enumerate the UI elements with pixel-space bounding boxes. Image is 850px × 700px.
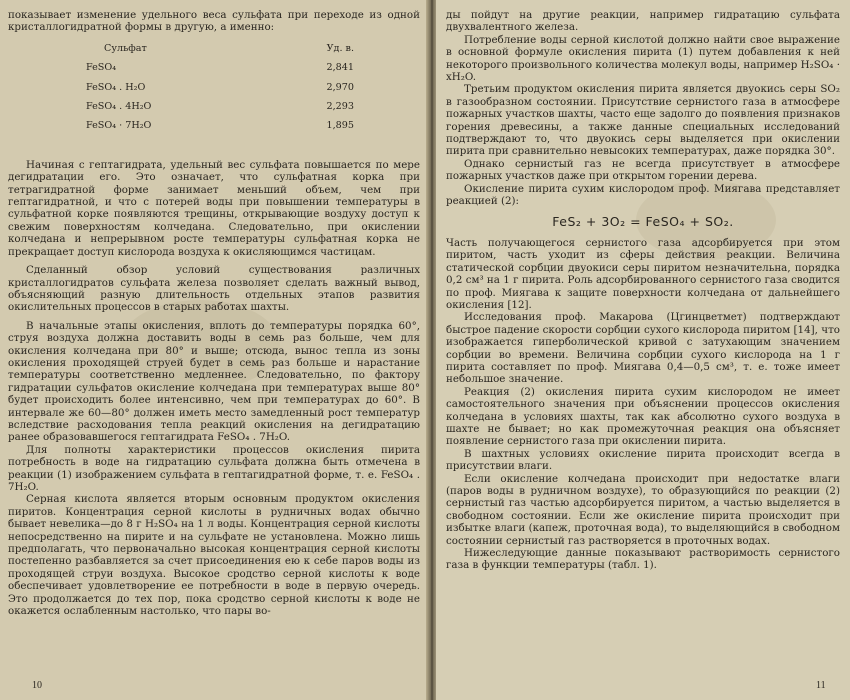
body-paragraph: Сделанный обзор условий существования различных кристаллогидратов сульфата железа позволяет сделать важный вывод, объясняющий разную длительность отдельных этапов развития окислительных процессов в старых работах шахты. [8, 264, 420, 314]
table-row [86, 59, 354, 78]
table-cell-value: 2,970 [326, 81, 354, 93]
body-paragraph: Третьим продуктом окисления пирита является двуокись серы SO₂ в газообразном состоянии. Присутствие сернистого газа в атмосфере пожарных участков шахты, часто еще задолго до появления признаков горения древесины, а также данные специальных исследований подтверждают то, что двуокись серы выделяется при окислении пирита при сравнительно невысоких температурах, даже порядка 30°. [446, 83, 840, 158]
right-page-text [446, 9, 840, 572]
left-page-text [8, 9, 420, 617]
body-paragraph: Нижеследующие данные показывают растворимость сернистого газа в функции температуры (табл. 1). [446, 547, 840, 572]
table-cell-name: FeSO₄ . H₂O [86, 81, 146, 93]
table-cell-name: FeSO₄ · 7H₂O [86, 120, 152, 132]
body-paragraph: Серная кислота является вторым основным продуктом окисления пиритов. Концентрация серной кислоты в рудничных водах обычно бывает невелика—до 8 г H₂SO₄ на 1 л воды. Концентрация серной кислоты непосредственно на пирите и на сульфате не установлена. Можно лишь предполагать, что первоначально высокая концентрация серной кислоты постепенно разбавляется за счет присоединения ею к себе паров воды из проходящей струи воздуха. Высокое сродство серной кислоты к воде обеспечивает удовлетворение ее потребности в воде в первую очередь. Это продолжается до тех пор, пока сродство серной кислоты к воде не окажется ослабленным настолько, что пары во- [8, 493, 420, 618]
specific-gravity-table [86, 40, 354, 137]
body-paragraph: Потребление воды серной кислотой должно найти свое выражение в основной формуле окисления пирита (1) путем добавления к ней некоторого произвольного количества молекул воды, например H₂SO₄ · xH₂O. [446, 33, 840, 84]
table-cell-value: 2,841 [326, 62, 354, 74]
table-header-name: Сульфат [104, 42, 147, 54]
table-row [86, 117, 354, 136]
body-paragraph: Однако сернистый газ не всегда присутствует в атмосфере пожарных участков даже при открытом горении дерева. [446, 157, 840, 183]
table-row [86, 79, 354, 98]
table-cell-name: FeSO₄ [86, 62, 117, 74]
body-paragraph: Исследования проф. Макарова (Цгинцветмет) подтверждают быстрое падение скорости сорбции сухого кислорода пиритом [14], что изображается гиперболической кривой с затухающим значением сорбции во времени. Величина сорбции сухого кислорода на 1 г пирита составляет по проф. Миягава 0,4—0,5 см³, т. е. тоже имеет небольшое значение. [446, 311, 840, 386]
body-paragraph: Для полноты характеристики процессов окисления пирита потребность в воде на гидратацию сульфата должна быть отмечена в реакции (1) изображением сульфата в гептагидратной форме, т. е. FeSO₄ . 7H₂O. [8, 443, 420, 493]
body-paragraph: Реакция (2) окисления пирита сухим кислородом не имеет самостоятельного значения при объяснении процессов окисления колчедана в условиях шахты, так как абсолютно сухого воздуха в шахте не бывает; но как промежуточная реакция она объясняет появление сернистого газа при окислении пирита. [446, 385, 840, 448]
body-paragraph: Начиная с гептагидрата, удельный вес сульфата повышается по мере дегидратации его. Это означает, что сульфатная корка при тетрагидратной форме занимает меньший объем, чем при гептагидратной, и что с потерей воды при повышении температуры в сульфатной корке появляются трещины, открывающие воздуху доступ к свежим поверхностям колчедана. Следовательно, при окислении колчедана и непрерывном росте температуры сульфатная корка не прекращает доступ кислорода воздуха к окисляющимся частицам. [8, 158, 420, 258]
table-cell-value: 2,293 [326, 101, 354, 113]
page-number: 11 [816, 680, 826, 691]
body-paragraph: Часть получающегося сернистого газа адсорбируется при этом пиритом, часть уходит из сферы действия реакции. Величина статической сорбции двуокиси серы пиритом незначительна, порядка 0,2 см³ на 1 г пирита. Роль адсорбированного сернистого газа сводится по проф. Миягава к защите поверхности колчедана от дальнейшего окисления [12]. [446, 236, 840, 311]
table-header-row [86, 40, 354, 59]
body-paragraph: Если окисление колчедана происходит при недостатке влаги (паров воды в рудничном воздухе), то образующийся по реакции (2) сернистый газ частью адсорбируется пиритом, а частью выделяется в свободном состоянии. Если же окисление пирита происходит при избытке влаги (капеж, проточная вода), то выделяющийся в свободном состоянии сернистый газ растворяется в проточных водах. [446, 472, 840, 547]
table-row [86, 98, 354, 117]
body-paragraph: В начальные этапы окисления, вплоть до температуры порядка 60°, струя воздуха должна доставить воды в семь раз больше, чем для окисления колчедана при 80° и выше; отсюда, вынос тепла из зоны окисления проходящей струей будет в семь раз больше и нарастание температуры соответственно медленнее. Следовательно, по фактору гидратации сульфатов окисление колчедана при температурах выше 80° будет происходить более интенсивно, чем при температурах до 60°. В интервале же 60—80° должен иметь место замедленный рост температур вследствие расходования тепла реакций окисления на дегидратацию ранее образовавшегося гептагидрата FeSO₄ . 7H₂O. [8, 319, 420, 444]
table-cell-name: FeSO₄ . 4H₂O [86, 101, 152, 113]
reaction-equation: FeS₂ + 3O₂ = FeSO₄ + SO₂. [552, 213, 734, 229]
table-header-value: Уд. в. [326, 42, 354, 54]
body-paragraph: В шахтных условиях окисление пирита происходит всегда в присутствии влаги. [446, 447, 840, 473]
page-number: 10 [32, 680, 42, 691]
table-cell-value: 1,895 [326, 120, 354, 132]
body-paragraph: ды пойдут на другие реакции, например гидратацию сульфата двухвалентного железа. [446, 9, 840, 34]
intro-paragraph: показывает изменение удельного веса сульфата при переходе из одной кристаллогидратной формы в другую, а именно: [8, 9, 420, 34]
right-page [436, 0, 850, 700]
body-paragraph: Окисление пирита сухим кислородом проф. Миягава представляет реакцией (2): [446, 182, 840, 208]
